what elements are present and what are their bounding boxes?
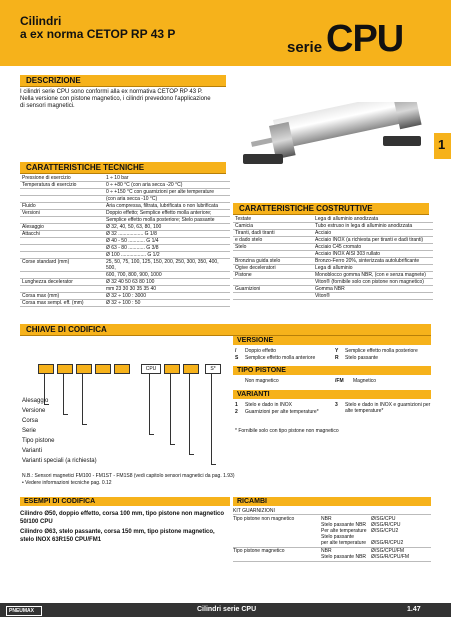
spec-value: Acciaio: [313, 230, 433, 237]
spec-value: Lega di alluminio anodizzata: [313, 216, 433, 223]
brand-logo: [6, 606, 42, 616]
section-header-descrizione: [20, 75, 226, 87]
option-code: 1: [235, 402, 238, 408]
spec-value: Viton® (fornibile solo con pistone non magnetico): [313, 279, 433, 286]
ricambi-desc: per alte temperature: [321, 540, 367, 546]
code-box: [76, 364, 92, 374]
panel-header-esempi: [20, 497, 230, 506]
code-box: [114, 364, 130, 374]
construction-spec-table: [233, 216, 433, 300]
spec-label: Ogive deceleratori: [233, 265, 313, 272]
spec-label: [233, 293, 313, 300]
ricambi-row: [233, 540, 431, 546]
spec-value: Bronzo-Ferro 20%, sinterizzata autolubrificante: [313, 258, 433, 265]
ricambi-group-name: Tipo pistone magnetico: [233, 548, 285, 554]
code-label-tipo-pistone: Tipo pistone: [22, 438, 55, 444]
spec-row: [20, 272, 230, 279]
spec-row: [233, 293, 433, 300]
page-title-line1: Cilindri: [20, 14, 62, 28]
option-desc: Doppio effetto: [245, 348, 277, 354]
option-desc: Guarnizioni per alte temperature*: [245, 409, 319, 415]
spec-label: [20, 189, 104, 196]
code-line: [170, 374, 175, 445]
spec-label: Stelo: [233, 244, 313, 251]
spec-value: Acciaio INOX AISI 303 rullato: [313, 251, 433, 258]
ricambi-code: Ø/SG/CPU/FM: [371, 548, 405, 554]
spec-label: Corsa max (mm): [20, 293, 104, 300]
code-box-special: S*: [205, 364, 221, 374]
panel-title: VARIANTI: [237, 391, 270, 398]
description-line: di sensori magnetici.: [20, 103, 75, 109]
spec-value: Ø 32 ÷ 100 : 50: [104, 300, 230, 307]
spec-label: [20, 286, 104, 293]
ricambi-desc: NBR: [321, 516, 332, 522]
option-code: 3: [335, 402, 338, 408]
spec-value: 25, 50, 75, 100, 125, 150, 200, 250, 300, 350, 400, 500,: [104, 259, 230, 272]
spec-row: [20, 224, 230, 231]
code-box: [95, 364, 111, 374]
serie-word: serie: [287, 39, 323, 56]
section-header-chiave-di-codifica: [20, 324, 431, 336]
code-line: [82, 374, 87, 425]
section-title: CARATTERISTICHE COSTRUTTIVE: [239, 204, 373, 213]
code-line: [211, 374, 216, 465]
cylinder-product-image: [233, 102, 429, 174]
spec-row: [20, 231, 230, 238]
spec-value: (con aria secca -10 °C): [104, 196, 230, 203]
spec-row: [20, 293, 230, 300]
page-number: 1.47: [407, 606, 421, 613]
spec-row: [233, 258, 433, 265]
footer-bar: [0, 603, 451, 617]
spec-row: [233, 272, 433, 279]
spec-row: [233, 230, 433, 237]
spec-value: 0 ÷ +80 °C (con aria secca -20 °C): [104, 182, 230, 189]
code-label-versione: Versione: [22, 408, 46, 414]
spec-value: 600, 700, 800, 900, 1000: [104, 272, 230, 279]
code-box: [38, 364, 54, 374]
spec-label: Tiranti, dadi tiranti: [233, 230, 313, 237]
tipo-pistone-options: [235, 378, 431, 385]
ricambi-desc: Stelo passante NBR: [321, 554, 367, 560]
section-header-caratteristiche-tecniche: [20, 162, 226, 174]
panel-header-versione: [233, 336, 431, 345]
description-line: Nella versione con pistone magnetico, i cilindri prevedono l'applicazione: [20, 96, 211, 102]
panel-title: ESEMPI DI CODIFICA: [24, 498, 96, 505]
esempi-text: [20, 510, 230, 544]
footer-title: Cilindri serie CPU: [197, 606, 257, 613]
spec-label: [233, 279, 313, 286]
spec-row: [20, 217, 230, 224]
chapter-number: 1: [438, 137, 446, 152]
code-note-sensors: N.B.: Sensori magnetici FM100 - FM1ST - FM1S8 (vedi capitolo sensori magnetici da pag. 1.93): [22, 473, 235, 479]
ricambi-code: Ø/SG/R/CPU/FM: [371, 554, 410, 560]
spec-row: [233, 223, 433, 230]
spec-value: 1 ÷ 10 bar: [104, 175, 230, 182]
code-line: [189, 374, 194, 455]
spec-row: [20, 210, 230, 217]
option-desc: Semplice effetto molla anteriore: [245, 355, 316, 361]
spec-row: [233, 251, 433, 258]
varianti-options: [235, 402, 431, 422]
spec-row: [20, 245, 230, 252]
spec-label: Temperatura di esercizio: [20, 182, 104, 189]
spec-row: [20, 238, 230, 245]
spec-value: Ø 100 .................. G 1/2: [104, 252, 230, 259]
spec-label: Versioni: [20, 210, 104, 217]
spec-label: Guarnizioni: [233, 286, 313, 293]
spec-label: Lunghezza decelerator: [20, 279, 104, 286]
ricambi-code: Ø/SG/CPU: [371, 516, 396, 522]
spec-value: Ø 32 .................. G 1/8: [104, 231, 230, 238]
panel-header-tipo-pistone: [233, 366, 431, 375]
code-box: [57, 364, 73, 374]
spec-label: Pressione di esercizio: [20, 175, 104, 182]
section-header-caratteristiche-costruttive: [233, 203, 429, 215]
spec-row: [20, 279, 230, 286]
spec-row: [20, 300, 230, 307]
code-box: [164, 364, 180, 374]
section-title: DESCRIZIONE: [26, 76, 81, 85]
panel-header-ricambi: [233, 497, 431, 506]
option-code: 2: [235, 409, 238, 415]
ricambi-code: Ø/SG/R/CPU: [371, 522, 401, 528]
code-box: [183, 364, 199, 374]
ricambi-desc: Stelo passante NBR: [321, 522, 367, 528]
spec-label: Alesaggio: [20, 224, 104, 231]
spec-row: [233, 279, 433, 286]
spec-row: [20, 182, 230, 189]
ricambi-divider: [233, 560, 431, 562]
spec-value: Gomma NBR: [313, 286, 433, 293]
panel-title: TIPO PISTONE: [237, 367, 286, 374]
spec-label: Corsa max sempl. eff. (mm): [20, 300, 104, 307]
option-desc: Stelo e dado in INOX: [245, 402, 292, 408]
spec-value: Monoblocco gomma NBR, (con e senza magnete): [313, 272, 433, 279]
spec-value: Acciaio INOX (a richiesta per tiranti e dadi tiranti): [313, 237, 433, 244]
spec-label: Testate: [233, 216, 313, 223]
series-name: CPU: [326, 18, 404, 60]
spec-label: Camicia: [233, 223, 313, 230]
ricambi-row: [233, 554, 431, 560]
technical-spec-table: [20, 175, 230, 307]
spec-row: [20, 259, 230, 272]
section-title: CARATTERISTICHE TECNICHE: [26, 163, 145, 172]
spec-value: 0 ÷ +150 °C con guarnizioni per alte temperature: [104, 189, 230, 196]
spec-value: Tubo estruso in lega di alluminio anodizzata: [313, 223, 433, 230]
option-desc: Semplice effetto molla posteriore: [345, 348, 418, 354]
description-text: [20, 89, 250, 110]
spec-value: Ø 32 ÷ 100 : 3000: [104, 293, 230, 300]
option-desc: Stelo e dado in INOX e guarnizioni per alte temperature*: [345, 402, 431, 414]
code-box-cpu: CPU: [141, 364, 161, 374]
code-label-varianti: Varianti: [22, 448, 42, 454]
brand-logo-text: PNEUMAX: [9, 608, 35, 614]
spec-row: [20, 203, 230, 210]
code-label-varianti-speciali: Varianti speciali (a richiesta): [22, 458, 97, 464]
spec-label: [20, 217, 104, 224]
panel-header-varianti: [233, 390, 431, 399]
spec-row: [233, 286, 433, 293]
spec-row: [20, 252, 230, 259]
spec-label: [233, 251, 313, 258]
varianti-footnote: * Fornibile solo con tipo pistone non magnetico: [235, 428, 339, 434]
spec-value: mm 23 30 30 35 35 40: [104, 286, 230, 293]
spec-value: Doppio effetto; Semplice effetto molla anteriore;: [104, 210, 230, 217]
option-code: S: [235, 355, 239, 361]
spec-label: [20, 245, 104, 252]
option-code: /FM: [335, 378, 344, 384]
code-line: [149, 374, 154, 435]
spec-label: Pistone: [233, 272, 313, 279]
ricambi-table: [233, 516, 431, 562]
panel-title: VERSIONE: [237, 337, 274, 344]
ricambi-desc: Stelo passante: [321, 534, 355, 540]
spec-value: Ø 32 40 50 63 80 100: [104, 279, 230, 286]
code-label-alesaggio: Alesaggio: [22, 398, 49, 404]
spec-value: Ø 40 - 50 ............ G 1/4: [104, 238, 230, 245]
spec-label: [20, 272, 104, 279]
spec-value: Aria compressa, filtrata, lubrificata o non lubrificata: [104, 203, 230, 210]
versione-options: [235, 348, 431, 362]
option-code: R: [335, 355, 339, 361]
code-note-technical: • Vedere informazioni tecniche pag. 0.12: [22, 480, 112, 486]
ricambi-group-name: Tipo pistone non magnetico: [233, 516, 295, 522]
spec-label: [20, 252, 104, 259]
spec-value: Ø 32, 40, 50, 63, 80, 100: [104, 224, 230, 231]
spec-value: Viton®: [313, 293, 433, 300]
chapter-tab: [434, 133, 451, 159]
example-line: Cilindro Ø50, doppio effetto, corsa 100 mm, tipo pistone non magnetico 50/100 CPU: [20, 511, 225, 525]
ricambi-subheading: KIT GUARNIZIONI: [233, 508, 431, 515]
option-code: Y: [335, 348, 339, 354]
spec-label: Attacchi: [20, 231, 104, 238]
spec-label: Corse standard (mm): [20, 259, 104, 272]
spec-row: [233, 237, 433, 244]
code-label-corsa: Corsa: [22, 418, 39, 424]
option-desc: Non magnetico: [245, 378, 279, 384]
ricambi-desc: NBR: [321, 548, 332, 554]
spec-row: [20, 189, 230, 196]
spec-value: Semplice effetto molla posteriore; Stelo passante: [104, 217, 230, 224]
spec-label: Fluido: [20, 203, 104, 210]
spec-row: [20, 286, 230, 293]
spec-row: [233, 244, 433, 251]
option-desc: Stelo passante: [345, 355, 379, 361]
spec-value: Lega di alluminio: [313, 265, 433, 272]
spec-label: Bronzina guida stelo: [233, 258, 313, 265]
panel-title: RICAMBI: [237, 498, 267, 505]
ricambi-code: Ø/SG/R/CPU2: [371, 540, 404, 546]
spec-row: [20, 196, 230, 203]
option-code: /: [235, 348, 237, 354]
ricambi-code: Ø/SG/CPU2: [371, 528, 399, 534]
page-title-line2: a ex norma CETOP RP 43 P: [20, 27, 176, 41]
section-title: CHIAVE DI CODIFICA: [26, 325, 107, 334]
example-line: Cilindro Ø63, stelo passante, corsa 150 mm, tipo pistone magnetico, stelo INOX 63R150 CPU/FM1: [20, 529, 215, 543]
spec-row: [233, 265, 433, 272]
ricambi-desc: Per alte temperature: [321, 528, 367, 534]
spec-label: [20, 238, 104, 245]
spec-label: [20, 196, 104, 203]
code-label-serie: Serie: [22, 428, 37, 434]
spec-value: Acciaio C45 cromato: [313, 244, 433, 251]
description-line: I cilindri serie CPU sono conformi alla ex normativa CETOP RP 43 P.: [20, 89, 203, 95]
option-desc: Magnetico: [353, 378, 377, 384]
code-line: [63, 374, 68, 415]
spec-label: e dado stelo: [233, 237, 313, 244]
spec-value: Ø 63 - 80 ............ G 3/8: [104, 245, 230, 252]
